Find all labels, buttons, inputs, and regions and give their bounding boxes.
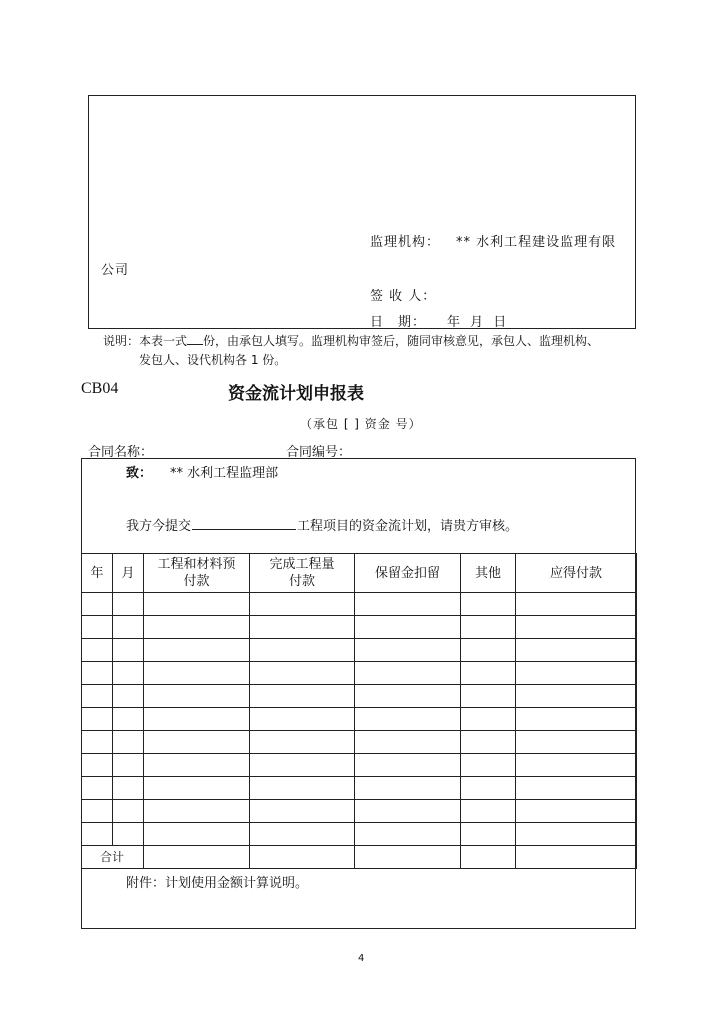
table-cell[interactable]: [355, 708, 461, 731]
table-cell[interactable]: [516, 708, 637, 731]
table-cell[interactable]: [113, 685, 144, 708]
total-cell[interactable]: [355, 846, 461, 869]
table-cell[interactable]: [461, 593, 516, 616]
table-cell[interactable]: [461, 754, 516, 777]
table-cell[interactable]: [113, 777, 144, 800]
table-cell[interactable]: [250, 593, 355, 616]
header-prepay-line1: 工程和材料预: [157, 557, 236, 572]
table-cell[interactable]: [250, 754, 355, 777]
contract-name-label: 合同名称：: [88, 445, 154, 460]
total-cell[interactable]: [250, 846, 355, 869]
header-complete-line1: 完成工程量: [269, 557, 335, 572]
table-cell[interactable]: [250, 708, 355, 731]
table-cell[interactable]: [144, 616, 250, 639]
total-cell[interactable]: [516, 846, 637, 869]
table-cell[interactable]: [355, 616, 461, 639]
table-cell[interactable]: [461, 777, 516, 800]
header-payable: 应得付款: [516, 554, 637, 593]
table-cell[interactable]: [516, 639, 637, 662]
table-cell[interactable]: [82, 777, 113, 800]
submit-statement: [126, 515, 518, 534]
table-cell[interactable]: [144, 593, 250, 616]
table-cell[interactable]: [250, 777, 355, 800]
table-cell[interactable]: [461, 685, 516, 708]
table-cell[interactable]: [516, 662, 637, 685]
table-cell[interactable]: [516, 754, 637, 777]
table-row: [82, 800, 637, 823]
supervisor-org-cont: 公司: [101, 263, 130, 278]
form-subtitle: （承包 [ ] 资金 号）: [300, 417, 422, 431]
table-cell[interactable]: [113, 754, 144, 777]
submit-suffix: 工程项目的资金流计划，请贵方审核。: [297, 519, 519, 534]
submit-prefix: 我方今提交: [126, 519, 192, 534]
table-cell[interactable]: [144, 777, 250, 800]
table-cell[interactable]: [250, 685, 355, 708]
table-cell[interactable]: [82, 685, 113, 708]
table-cell[interactable]: [461, 662, 516, 685]
table-cell[interactable]: [113, 593, 144, 616]
table-cell[interactable]: [250, 823, 355, 846]
table-cell[interactable]: [461, 800, 516, 823]
table-cell[interactable]: [82, 708, 113, 731]
table-cell[interactable]: [82, 823, 113, 846]
table-cell[interactable]: [355, 662, 461, 685]
table-cell[interactable]: [250, 731, 355, 754]
table-cell[interactable]: [144, 731, 250, 754]
copies-blank: [187, 334, 203, 345]
form-title: 资金流计划申报表: [228, 384, 364, 404]
table-cell[interactable]: [516, 616, 637, 639]
table-cell[interactable]: [516, 593, 637, 616]
note-line-2: 发包人、设代机构各 1 份。: [139, 353, 287, 367]
cash-flow-table: [81, 553, 637, 869]
table-cell[interactable]: [355, 823, 461, 846]
table-cell[interactable]: [82, 593, 113, 616]
note-line-1: [103, 332, 599, 349]
header-year: 年: [82, 554, 113, 593]
table-cell[interactable]: [113, 800, 144, 823]
page-number: 4: [358, 953, 365, 964]
header-other: 其他: [461, 554, 516, 593]
supervisor-org-value: ** 水利工程建设监理有限: [456, 235, 617, 250]
supervisor-org-label: 监理机构：: [370, 235, 441, 250]
table-cell[interactable]: [355, 731, 461, 754]
table-cell[interactable]: [113, 708, 144, 731]
total-label: 合计: [82, 846, 144, 869]
table-cell[interactable]: [82, 616, 113, 639]
table-cell[interactable]: [355, 777, 461, 800]
table-cell[interactable]: [144, 639, 250, 662]
table-cell[interactable]: [516, 731, 637, 754]
table-header-row: [82, 554, 637, 593]
table-cell[interactable]: [113, 662, 144, 685]
project-name-blank[interactable]: [192, 517, 296, 530]
total-cell[interactable]: [461, 846, 516, 869]
table-row: [82, 685, 637, 708]
table-row: [82, 593, 637, 616]
table-row: [82, 823, 637, 846]
table-cell[interactable]: [355, 593, 461, 616]
table-cell[interactable]: [113, 823, 144, 846]
table-row: [82, 662, 637, 685]
table-cell[interactable]: [461, 708, 516, 731]
table-row: [82, 754, 637, 777]
table-cell[interactable]: [113, 616, 144, 639]
note-line-1a: 说明：本表一式: [103, 334, 188, 348]
table-row: [82, 616, 637, 639]
table-row: [82, 777, 637, 800]
table-cell[interactable]: [516, 777, 637, 800]
date-label: 日 期：: [370, 315, 427, 330]
header-prepay-line2: 付款: [183, 574, 210, 589]
form-code: CB04: [81, 380, 119, 397]
header-month: 月: [113, 554, 144, 593]
table-cell[interactable]: [113, 639, 144, 662]
to-value: ** 水利工程监理部: [170, 466, 279, 481]
table-cell[interactable]: [250, 639, 355, 662]
top-approval-box: [88, 95, 636, 329]
to-label: 致：: [126, 466, 153, 481]
table-cell[interactable]: [461, 823, 516, 846]
table-cell[interactable]: [82, 639, 113, 662]
table-cell[interactable]: [461, 731, 516, 754]
table-cell[interactable]: [144, 754, 250, 777]
table-row: [82, 708, 637, 731]
table-cell[interactable]: [82, 754, 113, 777]
table-cell[interactable]: [113, 731, 144, 754]
table-cell[interactable]: [250, 662, 355, 685]
header-complete: [250, 554, 355, 593]
signer-label: 签 收 人：: [370, 289, 437, 304]
table-cell[interactable]: [82, 662, 113, 685]
table-cell[interactable]: [144, 685, 250, 708]
note-line-1b: 份，由承包人填写。监理机构审签后，随同审核意见，承包人、监理机构、: [203, 334, 600, 348]
table-cell[interactable]: [82, 800, 113, 823]
table-cell[interactable]: [355, 639, 461, 662]
table-cell[interactable]: [461, 616, 516, 639]
table-cell[interactable]: [82, 731, 113, 754]
table-cell[interactable]: [355, 685, 461, 708]
table-cell[interactable]: [516, 685, 637, 708]
contract-no-label: 合同编号：: [286, 445, 352, 460]
table-cell[interactable]: [461, 639, 516, 662]
table-cell[interactable]: [355, 800, 461, 823]
total-cell[interactable]: [144, 846, 250, 869]
table-cell[interactable]: [250, 616, 355, 639]
table-cell[interactable]: [144, 823, 250, 846]
attachment-note: 附件：计划使用金额计算说明。: [126, 876, 309, 891]
table-row: [82, 639, 637, 662]
table-cell[interactable]: [144, 708, 250, 731]
header-prepay: [144, 554, 250, 593]
table-cell[interactable]: [355, 754, 461, 777]
header-retention: 保留金扣留: [355, 554, 461, 593]
table-row: [82, 731, 637, 754]
table-cell[interactable]: [144, 800, 250, 823]
table-cell[interactable]: [516, 800, 637, 823]
date-value: 年 月 日: [447, 315, 507, 330]
table-cell[interactable]: [516, 823, 637, 846]
table-cell[interactable]: [250, 800, 355, 823]
table-cell[interactable]: [144, 662, 250, 685]
total-row: [82, 846, 637, 869]
header-complete-line2: 付款: [288, 574, 315, 589]
